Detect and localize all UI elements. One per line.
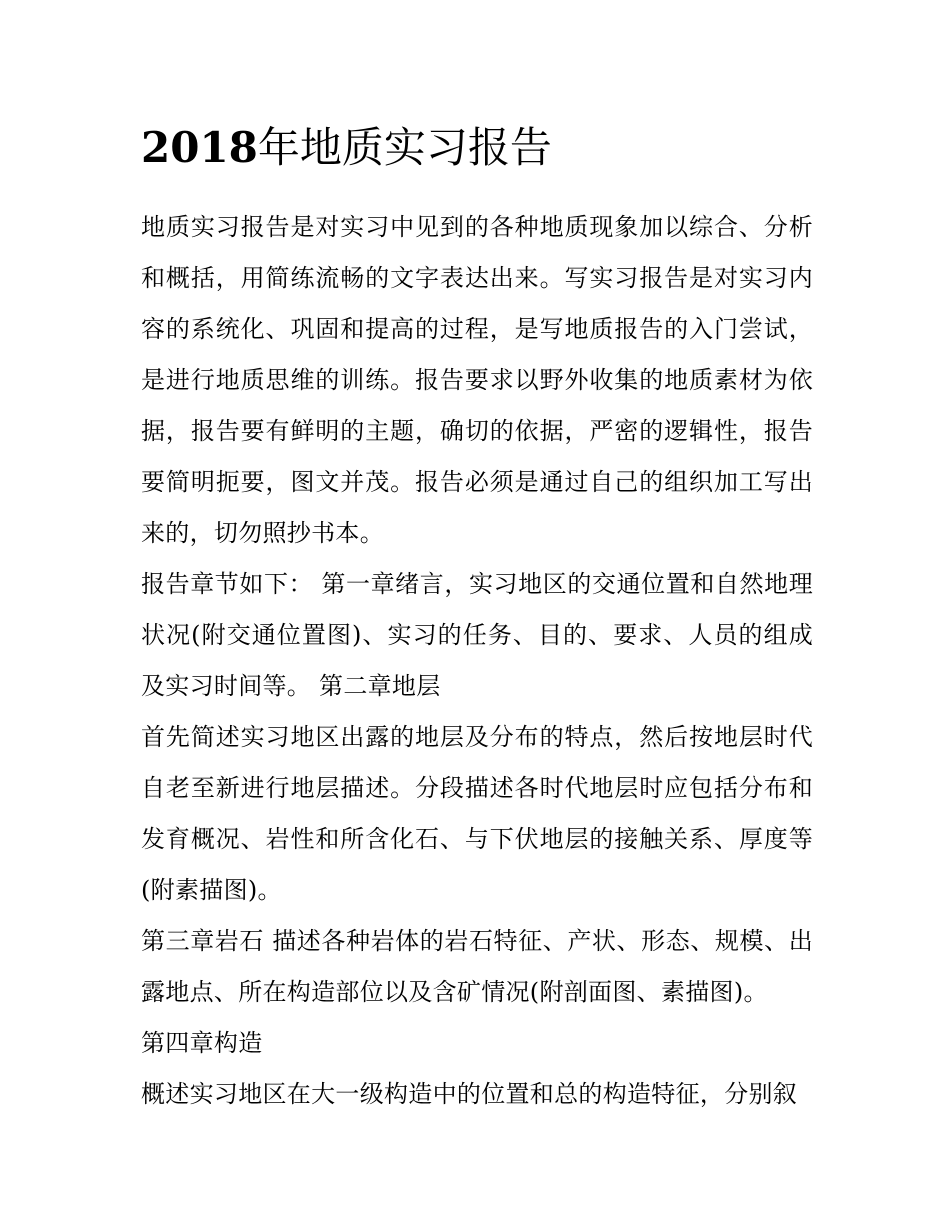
paragraph-intro: 地质实习报告是对实习中见到的各种地质现象加以综合、分析和概括，用简练流畅的文字表达出来。写实习报告是对实习内容的系统化、巩固和提高的过程，是写地质报告的入门尝试，是进行地质思维的训练。报告要求以野外收集的地质素材为依据，报告要有鲜明的主题，确切的依据，严密的逻辑性，报告要简明扼要，图文并茂。报告必须是通过自己的组织加工写出来的，切勿照抄书本。 <box>141 213 813 547</box>
document-body <box>141 202 813 1120</box>
title-text: 年地质实习报告 <box>257 123 552 172</box>
document-title <box>141 112 813 184</box>
document-content <box>141 112 813 1120</box>
paragraph-chapter-outline: 报告章节如下： 第一章绪言，实习地区的交通位置和自然地理状况(附交通位置图)、实习的任务、目的、要求、人员的组成及实习时间等。 第二章地层 <box>141 570 813 700</box>
paragraph-chapter-four-heading: 第四章构造 <box>141 1029 263 1057</box>
title-year: 2018 <box>141 123 258 172</box>
paragraph-strata: 首先简述实习地区出露的地层及分布的特点，然后按地层时代自老至新进行地层描述。分段描述各时代地层时应包括分布和发育概况、岩性和所含化石、与下伏地层的接触关系、厚度等(附素描图)。 <box>141 723 813 904</box>
paragraph-structure: 概述实习地区在大一级构造中的位置和总的构造特征，分别叙 <box>141 1080 798 1108</box>
paragraph-rocks: 第三章岩石 描述各种岩体的岩石特征、产状、形态、规模、出露地点、所在构造部位以及含矿情况(附剖面图、素描图)。 <box>141 927 813 1006</box>
